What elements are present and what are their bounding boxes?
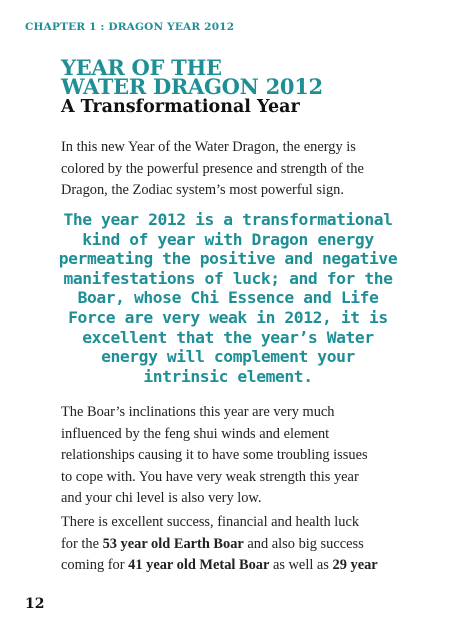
pull-quote-line: kind of year with Dragon energy <box>82 229 374 249</box>
body-text: for the <box>61 535 103 552</box>
intro-line: In this new Year of the Water Dragon, the energy is <box>61 139 356 155</box>
highlight-earth-boar: 53 year old Earth Boar <box>102 535 244 552</box>
pull-quote-line: permeating the positive and negative <box>58 249 398 269</box>
page-number: 12 <box>25 596 45 612</box>
body-text: and also big success <box>243 535 364 552</box>
page-title-line-2: WATER DRAGON 2012 <box>61 74 323 99</box>
body-line: to cope with. You have very weak strength this year <box>61 468 359 485</box>
body-line <box>61 555 396 577</box>
body-line: The Boar’s inclinations this year are very much <box>61 404 335 420</box>
pull-quote-line: Force are very weak in 2012, it is <box>68 307 388 327</box>
pull-quote-line: intrinsic element. <box>143 366 313 386</box>
pull-quote <box>58 210 398 386</box>
body-line: influenced by the feng shui winds and element <box>61 425 330 442</box>
body-line: There is excellent success, financial and health luck <box>61 514 360 530</box>
title-block <box>61 55 441 118</box>
body-paragraph-success-luck <box>61 512 396 577</box>
pull-quote-line: energy will complement your <box>101 347 355 367</box>
pull-quote-line: manifestations of luck; and for the <box>63 268 393 288</box>
pull-quote-line: excellent that the year’s Water <box>82 327 374 347</box>
intro-line: colored by the powerful presence and strength of the <box>61 160 364 177</box>
pull-quote-line: The year 2012 is a transformational <box>63 210 393 229</box>
body-text: coming for <box>61 557 129 573</box>
page-subtitle: A Transformational Year <box>61 97 300 117</box>
highlight-29-year: 29 year <box>332 557 378 573</box>
page-title-line-1: YEAR OF THE <box>61 55 222 80</box>
pull-quote-line: Boar, whose Chi Essence and Life <box>77 288 379 308</box>
intro-line: Dragon, the Zodiac system’s most powerful sign. <box>61 182 344 198</box>
body-text: as well as <box>269 557 333 573</box>
body-line: and your chi level is also very low. <box>61 490 262 506</box>
chapter-header: CHAPTER 1 : DRAGON YEAR 2012 <box>25 21 235 33</box>
body-paragraph-boar-inclinations <box>61 402 396 510</box>
highlight-metal-boar: 41 year old Metal Boar <box>128 557 270 573</box>
intro-paragraph <box>61 137 391 202</box>
body-line: relationships causing it to have some troubling issues <box>61 447 368 463</box>
body-line <box>61 534 396 556</box>
